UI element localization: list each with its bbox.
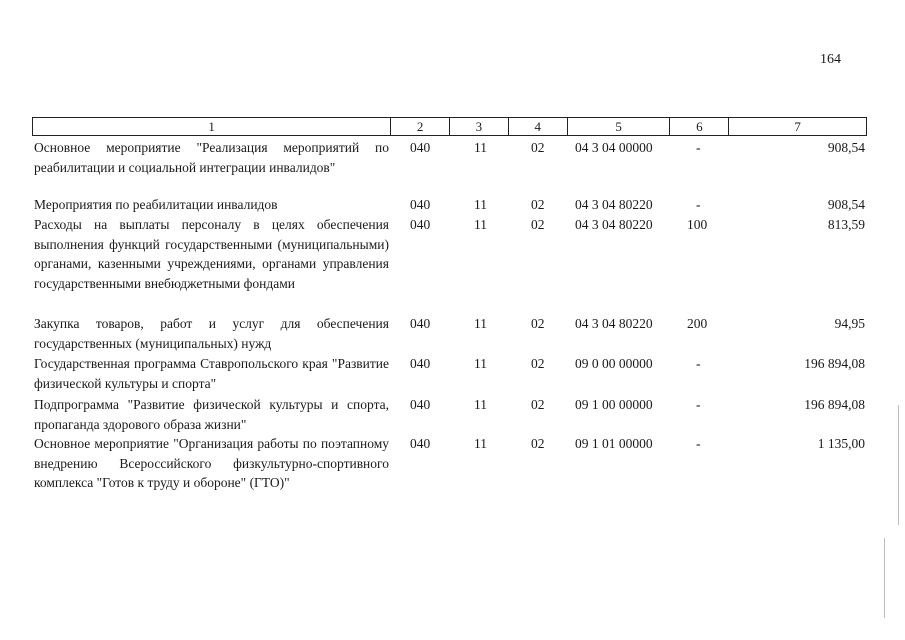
header-cell-3: 3 (450, 118, 509, 135)
header-cell-6: 6 (670, 118, 729, 135)
row-name: Основное мероприятие "Реализация мероприятий по реабилитации и социальной интеграции инвалидов" (34, 140, 389, 175)
row-amount: 908,54 (827, 197, 865, 212)
row-expense-type: - (696, 436, 701, 451)
row-subsection: 02 (531, 356, 545, 371)
row-subsection: 02 (531, 197, 545, 212)
row-amount: 196 894,08 (804, 356, 865, 371)
row-amount: 908,54 (827, 140, 865, 155)
row-section: 11 (474, 197, 487, 212)
header-cell-2: 2 (391, 118, 450, 135)
row-expense-type: 200 (687, 316, 708, 331)
row-subsection: 02 (531, 316, 545, 331)
row-expense-type: - (696, 197, 701, 212)
row-name: Основное мероприятие "Организация работы по поэтапному внедрению Всероссийского физкультурно-спортивного комплекса "Готов к труду и обороне" (ГТО)" (34, 436, 389, 490)
row-target-article: 04 3 04 80220 (575, 197, 653, 212)
row-amount: 196 894,08 (804, 397, 865, 412)
row-section: 11 (474, 397, 487, 412)
row-amount: 813,59 (827, 217, 865, 232)
row-grbs: 040 (410, 356, 431, 371)
row-grbs: 040 (410, 397, 431, 412)
row-section: 11 (474, 316, 487, 331)
row-target-article: 04 3 04 80220 (575, 217, 653, 232)
row-amount: 1 135,00 (817, 436, 865, 451)
row-subsection: 02 (531, 436, 545, 451)
row-expense-type: - (696, 356, 701, 371)
row-amount: 94,95 (834, 316, 865, 331)
row-name: Расходы на выплаты персоналу в целях обеспечения выполнения функций государственными (муниципальными) органами, казенными учреждениями, органами управления государственными внебюджетными фондами (34, 217, 389, 291)
header-cell-4: 4 (509, 118, 568, 135)
header-cell-5: 5 (568, 118, 671, 135)
table-header (32, 117, 867, 136)
header-cell-7: 7 (794, 119, 801, 134)
row-grbs: 040 (410, 140, 431, 155)
row-expense-type: 100 (687, 217, 708, 232)
row-expense-type: - (696, 140, 701, 155)
row-name: Мероприятия по реабилитации инвалидов (34, 197, 278, 212)
row-grbs: 040 (410, 217, 431, 232)
row-name: Закупка товаров, работ и услуг для обеспечения государственных (муниципальных) нужд (34, 316, 389, 351)
row-expense-type: - (696, 397, 701, 412)
row-subsection: 02 (531, 217, 545, 232)
row-target-article: 04 3 04 80220 (575, 316, 653, 331)
row-target-article: 09 1 01 00000 (575, 436, 653, 451)
scan-artifact (884, 538, 885, 618)
row-grbs: 040 (410, 197, 431, 212)
row-subsection: 02 (531, 397, 545, 412)
header-cell-1: 1 (33, 118, 391, 135)
row-section: 11 (474, 217, 487, 232)
row-grbs: 040 (410, 436, 431, 451)
row-target-article: 09 0 00 00000 (575, 356, 653, 371)
row-target-article: 04 3 04 00000 (575, 140, 653, 155)
scan-artifact (898, 405, 899, 525)
row-grbs: 040 (410, 316, 431, 331)
row-name: Государственная программа Ставропольского края "Развитие физической культуры и спорта" (34, 356, 389, 391)
row-section: 11 (474, 140, 487, 155)
page-number: 164 (820, 52, 841, 67)
row-target-article: 09 1 00 00000 (575, 397, 653, 412)
row-name: Подпрограмма "Развитие физической культуры и спорта, пропаганда здорового образа жизни" (34, 397, 389, 432)
row-subsection: 02 (531, 140, 545, 155)
row-section: 11 (474, 436, 487, 451)
row-section: 11 (474, 356, 487, 371)
